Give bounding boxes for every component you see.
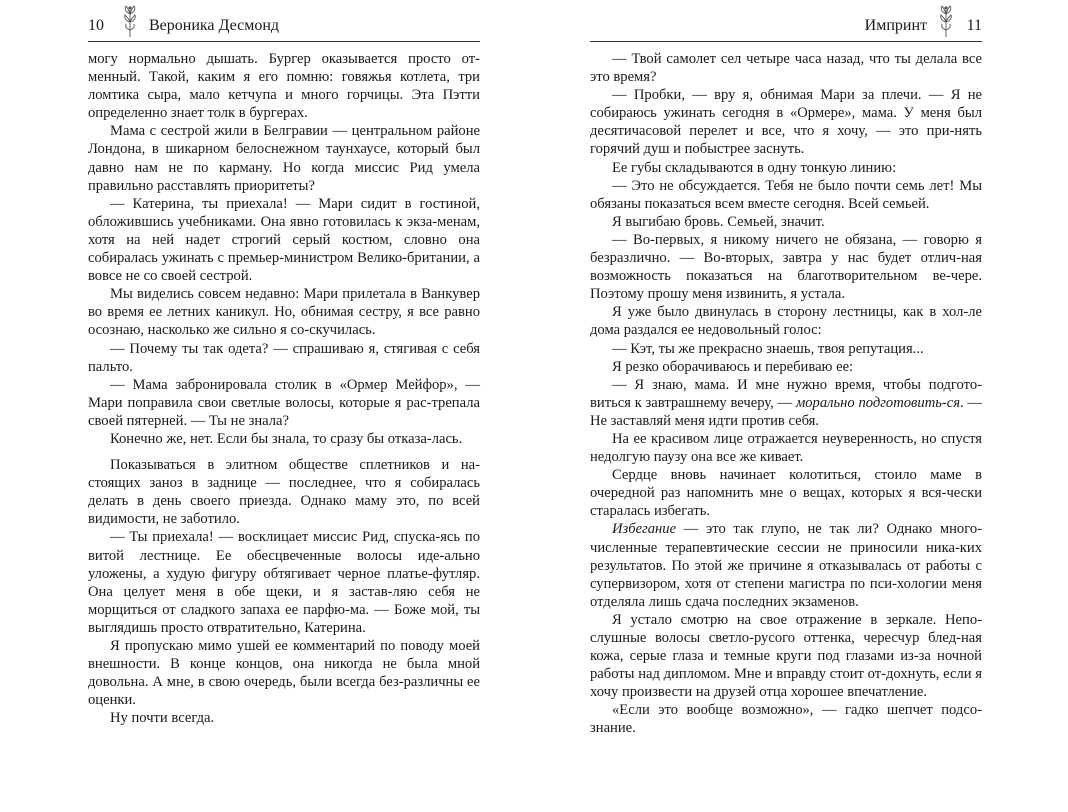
floral-ornament-icon (937, 4, 955, 38)
paragraph: Я выгибаю бровь. Семьей, значит. (612, 213, 825, 230)
left-head-rule (88, 41, 480, 42)
paragraph: — Ты приехала! — восклицает миссис Рид, спуска-ясь по витой лестнице. Ее обесцвеченные волосы иде-ально уложены, а худую фигуру обтягивает черное платье-футляр. Она целует меня в обе щеки, и я застав-ляю себя не морщиться от сладкого запаха ее парфю-ма. — Боже мой, ты выглядишь просто отвратительно, Катерина. (88, 529, 480, 636)
paragraph: Показываться в элитном обществе сплетников и на-стоящих заноз в заднице — последнее, что я собиралась делать в день своего приезда. Однако маму это, по всей видимости, не заботило. (88, 457, 480, 528)
right-body-text (590, 50, 982, 738)
paragraph: — Катерина, ты приехала! — Мари сидит в гостиной, обложившись учебниками. Она явно готовилась к экза-менам, хотя на ней надет строгий серый костюм, словно она собиралась ужинать с премьер-министром Велико-британии, а вовсе не со своей сестрой. (88, 195, 480, 285)
right-running-head-publisher: Импринт (864, 17, 927, 34)
paragraph: — Мама забронировала столик в «Ормер Мейфор», — Мари поправила свои светлые волосы, которые я рас-трепала своей пятерней. — Ты не знала? (88, 376, 480, 429)
paragraph: «Если это вообще возможно», — гадко шепчет подсо-знание. (590, 702, 982, 737)
left-page-number: 10 (88, 17, 104, 34)
text-run: — Я знаю, мама. И мне нужно время, чтобы подгото-виться к завтрашнему вечеру, — (590, 376, 982, 411)
right-running-head (590, 12, 982, 40)
paragraph: Ее губы складываются в одну тонкую линию: (612, 159, 897, 176)
paragraph: — Во-первых, я никому ничего не обязана, — говорю я безразлично. — Во-вторых, завтра у нас будет отлич-ная возможность показаться на благотворительном ве-чере. Поэтому прошу меня извинить, я устала. (590, 231, 982, 303)
paragraph: могу нормально дышать. Бургер оказывается просто от-менный. Такой, каким я его помню: говяжья котлета, три ломтика сыра, мало кетчупа и много горчицы. Эта Пэтти определенно знает толк в бургерах. (88, 51, 480, 122)
left-page (88, 0, 480, 812)
paragraph: Сердце вновь начинает колотиться, стоило маме в очередной раз напомнить мне о вещах, которых я вся-чески старалась избегать. (590, 467, 982, 520)
paragraph: Мы виделись совсем недавно: Мари прилетала в Ванкувер во время ее летних каникул. Но, обнимая сестру, я все равно осознаю, насколько же сильно я со-скучилась. (88, 286, 480, 339)
italic-run: морально подготовить-ся (795, 394, 960, 411)
left-running-head (88, 12, 480, 40)
italic-run: Избегание (612, 521, 677, 538)
paragraph: — Почему ты так одета? — спрашиваю я, стягивая с себя пальто. (88, 340, 480, 375)
left-running-head-author: Вероника Десмонд (149, 17, 280, 34)
paragraph: На ее красивом лице отражается неуверенность, но спустя недолгую паузу она все же кивает. (590, 430, 982, 466)
paragraph: Мама с сестрой жили в Белгравии — центральном районе Лондона, в шикарном белоснежном таунхаусе, который был давно нам не по карману. Но когда миссис Рид умела правильно расставлять приоритеты? (88, 123, 480, 194)
paragraph: — Кэт, ты же прекрасно знаешь, твоя репутация... (612, 340, 924, 357)
floral-ornament-icon (121, 4, 139, 38)
paragraph: Я уже было двинулась в сторону лестницы, как в хол-ле дома раздался ее недовольный голос: (590, 304, 982, 339)
text-run: . — Не заставляй меня идти против себя. (590, 394, 983, 429)
right-head-rule (590, 41, 982, 42)
paragraph: — Это не обсуждается. Тебя не было почти семь лет! Мы обязаны показаться всем вместе сегодня. Всей семьей. (590, 177, 982, 212)
paragraph-with-italic (590, 520, 982, 610)
paragraph: Ну почти всегда. (110, 710, 215, 727)
paragraph: — Твой самолет сел четыре часа назад, что ты делала все это время? (590, 51, 982, 86)
paragraph: Я резко оборачиваюсь и перебиваю ее: (612, 358, 854, 375)
paragraph: Я устало смотрю на свое отражение в зеркале. Непо-слушные волосы светло-русого оттенка, чересчур блед-ная кожа, серые глаза и темные круги под глазами из-за ночной работы над дипломом. Мне и вправду стоит от-дохнуть, если я хочу произвести на друзей отца хорошее впечатление. (590, 611, 982, 701)
paragraph-with-italic (590, 376, 982, 430)
text-run: — это так глупо, не так ли? Однако много-численные терапевтические сессии не приносили ника-ких результатов. По этой же причине я отказывалась от работы с супервизором, хотя от степени магистра по пси-хологии меня отделяла лишь сдача последних экзаменов. (590, 521, 982, 610)
right-page-number: 11 (966, 17, 982, 34)
left-body-text (88, 50, 480, 727)
paragraph: — Пробки, — вру я, обнимая Мари за плечи. — Я не собираюсь ужинать сегодня в «Ормере», мама. У меня был десятичасовой перелет и все, что я хочу, — это при-нять горячий душ и побыстрее заснуть. (590, 87, 982, 158)
paragraph: Конечно же, нет. Если бы знала, то сразу бы отказа-лась. (110, 430, 463, 447)
right-page (590, 0, 982, 812)
paragraph: Я пропускаю мимо ушей ее комментарий по поводу моей внешности. В конце концов, она никогда не была мной довольна. А мне, в свою очередь, были всегда без-различны ее оценки. (88, 638, 480, 709)
